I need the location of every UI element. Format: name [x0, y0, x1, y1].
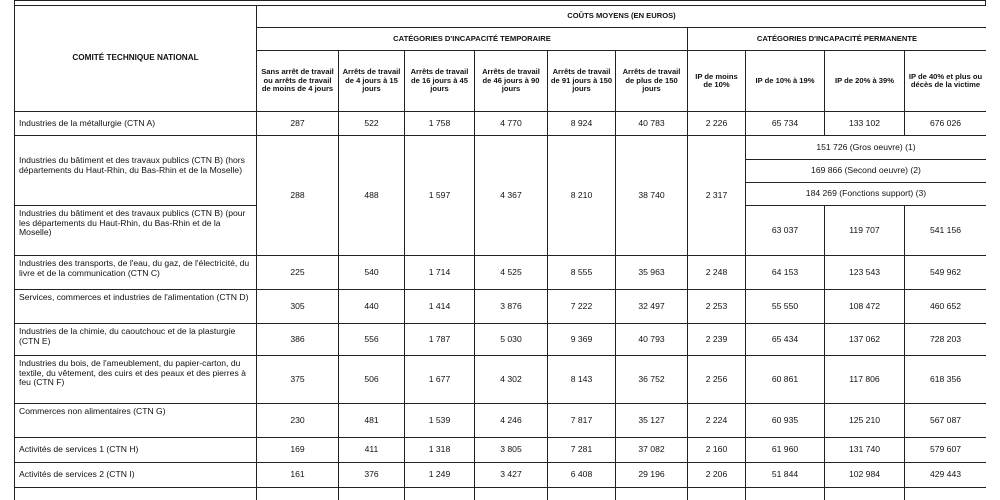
row-label: Services, commerces et industries de l'alimentation (CTN D)	[15, 290, 257, 324]
cell: 728 203	[905, 324, 987, 356]
table-row	[15, 356, 987, 404]
cell: 2 239	[688, 324, 746, 356]
cell: 460 652	[905, 290, 987, 324]
col-header-2: Arrêts de travail de 4 jours à 15 jours	[339, 51, 405, 112]
table-row	[15, 256, 987, 290]
cell: 2 226	[688, 112, 746, 136]
row-label: Industries de la métallurgie (CTN A)	[15, 112, 257, 136]
row-label: Industries de la chimie, du caoutchouc et de la plasturgie (CTN E)	[15, 324, 257, 356]
cell-empty	[548, 488, 616, 500]
cell: 8 143	[548, 356, 616, 404]
cell: 2 256	[688, 356, 746, 404]
cell: 133 102	[825, 112, 905, 136]
cell: 386	[257, 324, 339, 356]
cell: 64 153	[746, 256, 825, 290]
cell: 2 224	[688, 404, 746, 438]
cell: 1 714	[405, 256, 475, 290]
page	[14, 0, 986, 500]
table-row	[15, 463, 987, 488]
cell: 2 206	[688, 463, 746, 488]
cell: 8 924	[548, 112, 616, 136]
cell: 8 210	[548, 136, 616, 256]
cell: 305	[257, 290, 339, 324]
cell-empty	[405, 488, 475, 500]
cell: 40 793	[616, 324, 688, 356]
cell: 61 960	[746, 438, 825, 463]
cell: 2 248	[688, 256, 746, 290]
cell: 7 281	[548, 438, 616, 463]
cell: 522	[339, 112, 405, 136]
cell-empty	[257, 488, 339, 500]
col-header-1: Sans arrêt de travail ou arrêts de travail de moins de 4 jours	[257, 51, 339, 112]
cell: 1 414	[405, 290, 475, 324]
cell: 2 317	[688, 136, 746, 256]
col-header-3: Arrêts de travail de 16 jours à 45 jours	[405, 51, 475, 112]
cell: 38 740	[616, 136, 688, 256]
row-label: Commerces non alimentaires (CTN G)	[15, 404, 257, 438]
cell: 137 062	[825, 324, 905, 356]
header-comite: COMITÉ TECHNIQUE NATIONAL	[15, 6, 257, 112]
cell-empty	[475, 488, 548, 500]
cell: 7 817	[548, 404, 616, 438]
cell: 4 525	[475, 256, 548, 290]
cell: 3 805	[475, 438, 548, 463]
cell-gros-oeuvre: 151 726 (Gros oeuvre) (1)	[746, 136, 987, 160]
cell: 440	[339, 290, 405, 324]
cell: 288	[257, 136, 339, 256]
cell: 63 037	[746, 206, 825, 256]
cell: 55 550	[746, 290, 825, 324]
header-permanente: CATÉGORIES D'INCAPACITÉ PERMANENTE	[688, 28, 987, 51]
cell: 35 127	[616, 404, 688, 438]
cell: 169	[257, 438, 339, 463]
cell: 2 253	[688, 290, 746, 324]
cell-empty	[825, 488, 905, 500]
cell: 5 030	[475, 324, 548, 356]
cell: 36 752	[616, 356, 688, 404]
cell: 29 196	[616, 463, 688, 488]
cell: 488	[339, 136, 405, 256]
cell: 4 770	[475, 112, 548, 136]
cell: 37 082	[616, 438, 688, 463]
col-header-6: Arrêts de travail de plus de 150 jours	[616, 51, 688, 112]
cell-empty	[688, 488, 746, 500]
cell: 3 876	[475, 290, 548, 324]
row-label: Activités de services 1 (CTN H)	[15, 438, 257, 463]
col-header-9: IP de 20% à 39%	[825, 51, 905, 112]
cell-empty	[15, 488, 257, 500]
table-row	[15, 136, 987, 160]
cell: 2 160	[688, 438, 746, 463]
cell: 4 367	[475, 136, 548, 256]
row-label: Activités de services 2 (CTN I)	[15, 463, 257, 488]
cell: 579 607	[905, 438, 987, 463]
cell: 1 318	[405, 438, 475, 463]
cell: 32 497	[616, 290, 688, 324]
row-label: Industries des transports, de l'eau, du gaz, de l'électricité, du livre et de la communication (CTN C)	[15, 256, 257, 290]
cell: 540	[339, 256, 405, 290]
cell: 60 935	[746, 404, 825, 438]
cell: 119 707	[825, 206, 905, 256]
row-label: Industries du bâtiment et des travaux publics (CTN B) (pour les départements du Haut-Rhin, du Bas-Rhin et de la Moselle)	[15, 206, 257, 256]
cell: 9 369	[548, 324, 616, 356]
cell: 376	[339, 463, 405, 488]
cell: 65 734	[746, 112, 825, 136]
cell: 1 597	[405, 136, 475, 256]
table-row	[15, 324, 987, 356]
cell: 4 302	[475, 356, 548, 404]
cell: 123 543	[825, 256, 905, 290]
cell: 567 087	[905, 404, 987, 438]
cell: 131 740	[825, 438, 905, 463]
cell: 1 787	[405, 324, 475, 356]
cell: 117 806	[825, 356, 905, 404]
cell: 102 984	[825, 463, 905, 488]
cell: 6 408	[548, 463, 616, 488]
cell: 225	[257, 256, 339, 290]
cost-table	[14, 5, 986, 500]
cell: 7 222	[548, 290, 616, 324]
cell: 161	[257, 463, 339, 488]
cell: 549 962	[905, 256, 987, 290]
col-header-10: IP de 40% et plus ou décès de la victime	[905, 51, 987, 112]
table-row	[15, 290, 987, 324]
col-header-5: Arrêts de travail de 91 jours à 150 jours	[548, 51, 616, 112]
cell-empty	[905, 488, 987, 500]
cell-empty	[339, 488, 405, 500]
cell: 125 210	[825, 404, 905, 438]
table-row	[15, 112, 987, 136]
cell: 65 434	[746, 324, 825, 356]
cell: 429 443	[905, 463, 987, 488]
cell: 108 472	[825, 290, 905, 324]
table-row-partial	[15, 488, 987, 500]
cell-empty	[616, 488, 688, 500]
cell: 676 026	[905, 112, 987, 136]
cell: 1 677	[405, 356, 475, 404]
cell: 1 758	[405, 112, 475, 136]
row-label: Industries du bâtiment et des travaux publics (CTN B) (hors départements du Haut-Rhin, du Bas-Rhin et de la Moselle)	[15, 136, 257, 206]
cell: 556	[339, 324, 405, 356]
cell-fonctions-support: 184 269 (Fonctions support) (3)	[746, 183, 987, 206]
cell: 541 156	[905, 206, 987, 256]
cell: 51 844	[746, 463, 825, 488]
cell: 230	[257, 404, 339, 438]
cell: 618 356	[905, 356, 987, 404]
cell: 481	[339, 404, 405, 438]
col-header-7: IP de moins de 10%	[688, 51, 746, 112]
cell-second-oeuvre: 169 866 (Second oeuvre) (2)	[746, 160, 987, 183]
table-row	[15, 404, 987, 438]
cell: 287	[257, 112, 339, 136]
cell: 35 963	[616, 256, 688, 290]
cell: 40 783	[616, 112, 688, 136]
table-row	[15, 438, 987, 463]
cell: 1 539	[405, 404, 475, 438]
cell: 60 861	[746, 356, 825, 404]
col-header-4: Arrêts de travail de 46 jours à 90 jours	[475, 51, 548, 112]
cell: 506	[339, 356, 405, 404]
cell: 375	[257, 356, 339, 404]
cell: 8 555	[548, 256, 616, 290]
header-temporaire: CATÉGORIES D'INCAPACITÉ TEMPORAIRE	[257, 28, 688, 51]
header-couts: COÛTS MOYENS (EN EUROS)	[257, 6, 987, 28]
col-header-8: IP de 10% à 19%	[746, 51, 825, 112]
cell: 411	[339, 438, 405, 463]
cell-empty	[746, 488, 825, 500]
cell: 3 427	[475, 463, 548, 488]
cell: 1 249	[405, 463, 475, 488]
cell: 4 246	[475, 404, 548, 438]
row-label: Industries du bois, de l'ameublement, du papier-carton, du textile, du vêtement, des cuirs et des peaux et des pierres à feu (CTN F)	[15, 356, 257, 404]
